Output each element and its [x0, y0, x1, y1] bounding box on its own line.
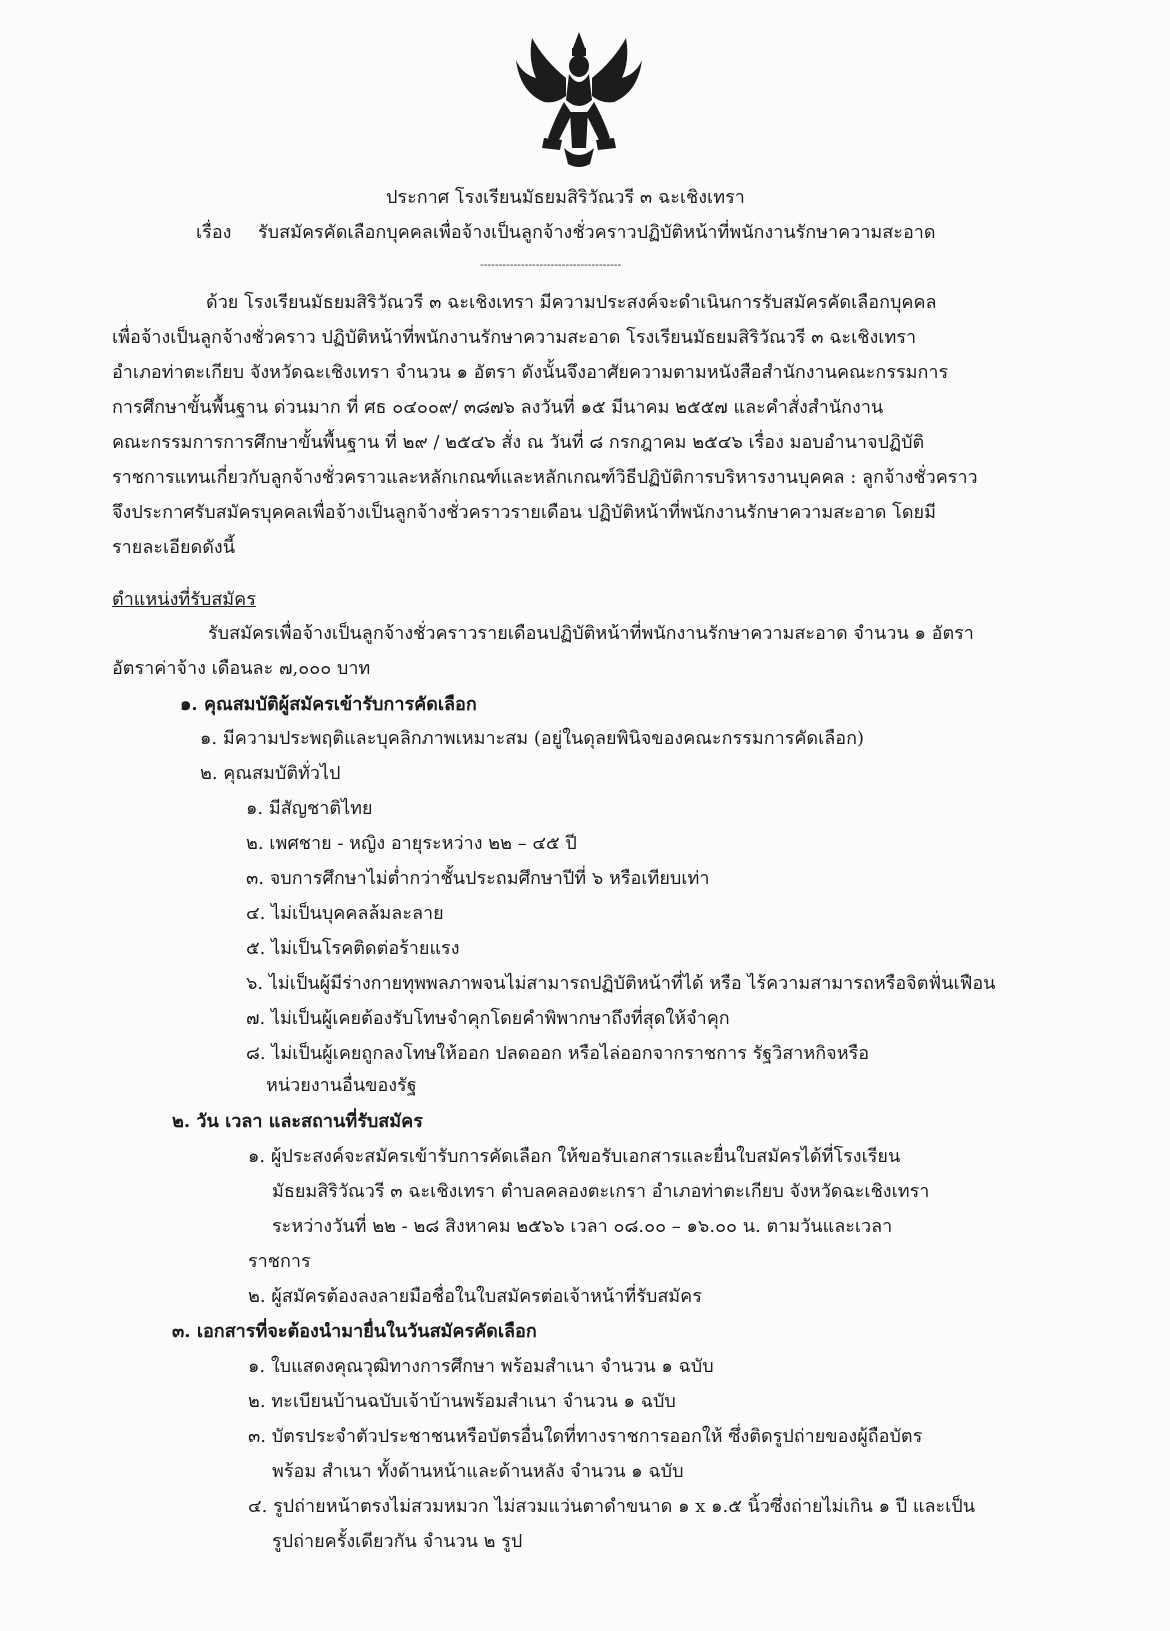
section2-item1-line: มัธยมสิริวัณวรี ๓ ฉะเชิงเทรา ตำบลคลองตะเกรา อำเภอท่าตะเกียบ จังหวัดฉะเชิงเทรา: [272, 1181, 930, 1202]
position-heading: ตำแหน่งที่รับสมัคร: [112, 589, 256, 610]
document-item: ๑. ใบแสดงคุณวุฒิทางการศึกษา พร้อมสำเนา จำนวน ๑ ฉบับ: [248, 1356, 714, 1377]
intro-line: อำเภอท่าตะเกียบ จังหวัดฉะเชิงเทรา จำนวน ๑ อัตรา ดังนั้นจึงอาศัยความตามหนังสือสำนักงานคณะกรรมการ: [112, 362, 949, 383]
section2-item2: ๒. ผู้สมัครต้องลงลายมือชื่อในใบสมัครต่อเจ้าหน้าที่รับสมัคร: [248, 1286, 702, 1307]
intro-line: คณะกรรมการการศึกษาขั้นพื้นฐาน ที่ ๒๙ / ๒๕๔๖ สั่ง ณ วันที่ ๘ กรกฎาคม ๒๕๔๖ เรื่อง มอบอำนาจปฏิบัติ: [112, 432, 925, 453]
intro-line: ราชการแทนเกี่ยวกับลูกจ้างชั่วคราวและหลักเกณฑ์และหลักเกณฑ์วิธีปฏิบัติการบริหารงานบุคคล : ลูกจ้างชั่วคราว: [112, 467, 978, 488]
section1-heading: ๑. คุณสมบัติผู้สมัครเข้ารับการคัดเลือก: [180, 694, 477, 715]
qualification-item: ๘. ไม่เป็นผู้เคยถูกลงโทษให้ออก ปลดออก หรือไล่ออกจากราชการ รัฐวิสาหกิจหรือ: [246, 1043, 870, 1064]
intro-line: เพื่อจ้างเป็นลูกจ้างชั่วคราว ปฏิบัติหน้าที่พนักงานรักษาความสะอาด โรงเรียนมัธยมสิริวัณวรี ๓ ฉะเชิงเทรา: [112, 327, 917, 348]
section1-item1: ๑. มีความประพฤติและบุคลิกภาพเหมาะสม (อยู่ในดุลยพินิจของคณะกรรมการคัดเลือก): [200, 728, 865, 749]
garuda-emblem-icon: [514, 30, 644, 170]
qualification-item: ๗. ไม่เป็นผู้เคยต้องรับโทษจำคุกโดยคำพิพากษาถึงที่สุดให้จำคุก: [246, 1008, 730, 1029]
document-item-cont: รูปถ่ายครั้งเดียวกัน จำนวน ๒ รูป: [272, 1531, 523, 1552]
document-item-cont: พร้อม สำเนา ทั้งด้านหน้าและด้านหลัง จำนวน ๑ ฉบับ: [272, 1461, 684, 1482]
section2-item1-line: ๑. ผู้ประสงค์จะสมัครเข้ารับการคัดเลือก ให้ขอรับเอกสารและยื่นใบสมัครได้ที่โรงเรียน: [248, 1146, 901, 1167]
document-item: ๒. ทะเบียนบ้านฉบับเจ้าบ้านพร้อมสำเนา จำนวน ๑ ฉบับ: [248, 1391, 676, 1412]
qualification-item-cont: หน่วยงานอื่นของรัฐ: [266, 1075, 417, 1096]
document-item: ๓. บัตรประจำตัวประชาชนหรือบัตรอื่นใดที่ทางราชการออกให้ ซึ่งติดรูปถ่ายของผู้ถือบัตร: [248, 1426, 923, 1447]
qualification-item: ๔. ไม่เป็นบุคคลล้มละลาย: [246, 903, 444, 924]
intro-line: รายละเอียดดังนี้: [112, 537, 236, 558]
wage-line: อัตราค่าจ้าง เดือนละ ๗,๐๐๐ บาท: [112, 658, 371, 679]
position-line: รับสมัครเพื่อจ้างเป็นลูกจ้างชั่วคราวรายเดือนปฏิบัติหน้าที่พนักงานรักษาความสะอาด จำนวน ๑ อัตรา: [208, 623, 974, 644]
qualification-item: ๒. เพศชาย - หญิง อายุระหว่าง ๒๒ – ๔๕ ปี: [246, 833, 577, 854]
section3-heading: ๓. เอกสารที่จะต้องนำมายื่นในวันสมัครคัดเลือก: [172, 1321, 537, 1342]
qualification-item: ๖. ไม่เป็นผู้มีร่างกายทุพพลภาพจนไม่สามารถปฏิบัติหน้าที่ได้ หรือ ไร้ความสามารถหรือจิตฟั่นเฟือน: [246, 973, 996, 994]
title-separator: --------------------------------------: [480, 258, 622, 271]
section1-item2: ๒. คุณสมบัติทั่วไป: [200, 763, 341, 784]
section2-item1-line: ราชการ: [248, 1251, 311, 1272]
intro-line: ด้วย โรงเรียนมัธยมสิริวัณวรี ๓ ฉะเชิงเทรา มีความประสงค์จะดำเนินการรับสมัครคัดเลือกบุคคล: [206, 292, 937, 313]
qualification-item: ๕. ไม่เป็นโรคติดต่อร้ายแรง: [246, 938, 460, 959]
document-item: ๔. รูปถ่ายหน้าตรงไม่สวมหมวก ไม่สวมแว่นตาดำขนาด ๑ x ๑.๕ นิ้วซึ่งถ่ายไม่เกิน ๑ ปี และเป็น: [248, 1496, 976, 1517]
qualification-item: ๓. จบการศึกษาไม่ต่ำกว่าชั้นประถมศึกษาปีที่ ๖ หรือเทียบเท่า: [246, 868, 710, 889]
announcement-title: ประกาศ โรงเรียนมัธยมสิริวัณวรี ๓ ฉะเชิงเทรา: [386, 187, 745, 208]
intro-line: การศึกษาขั้นพื้นฐาน ด่วนมาก ที่ ศธ ๐๔๐๐๙/ ๓๘๗๖ ลงวันที่ ๑๕ มีนาคม ๒๕๕๗ และคำสั่งสำนักงาน: [112, 397, 884, 418]
subject-text: รับสมัครคัดเลือกบุคคลเพื่อจ้างเป็นลูกจ้างชั่วคราวปฏิบัติหน้าที่พนักงานรักษาความสะอาด: [258, 222, 936, 243]
qualification-item: ๑. มีสัญชาติไทย: [246, 798, 373, 819]
subject-label: เรื่อง: [196, 222, 232, 243]
intro-line: จึงประกาศรับสมัครบุคคลเพื่อจ้างเป็นลูกจ้างชั่วคราวรายเดือน ปฏิบัติหน้าที่พนักงานรักษาความสะอาด โดยมี: [112, 502, 936, 523]
section2-heading: ๒. วัน เวลา และสถานที่รับสมัคร: [172, 1111, 423, 1132]
section2-item1-line: ระหว่างวันที่ ๒๒ - ๒๘ สิงหาคม ๒๕๖๖ เวลา ๐๘.๐๐ – ๑๖.๐๐ น. ตามวันและเวลา: [272, 1216, 893, 1237]
